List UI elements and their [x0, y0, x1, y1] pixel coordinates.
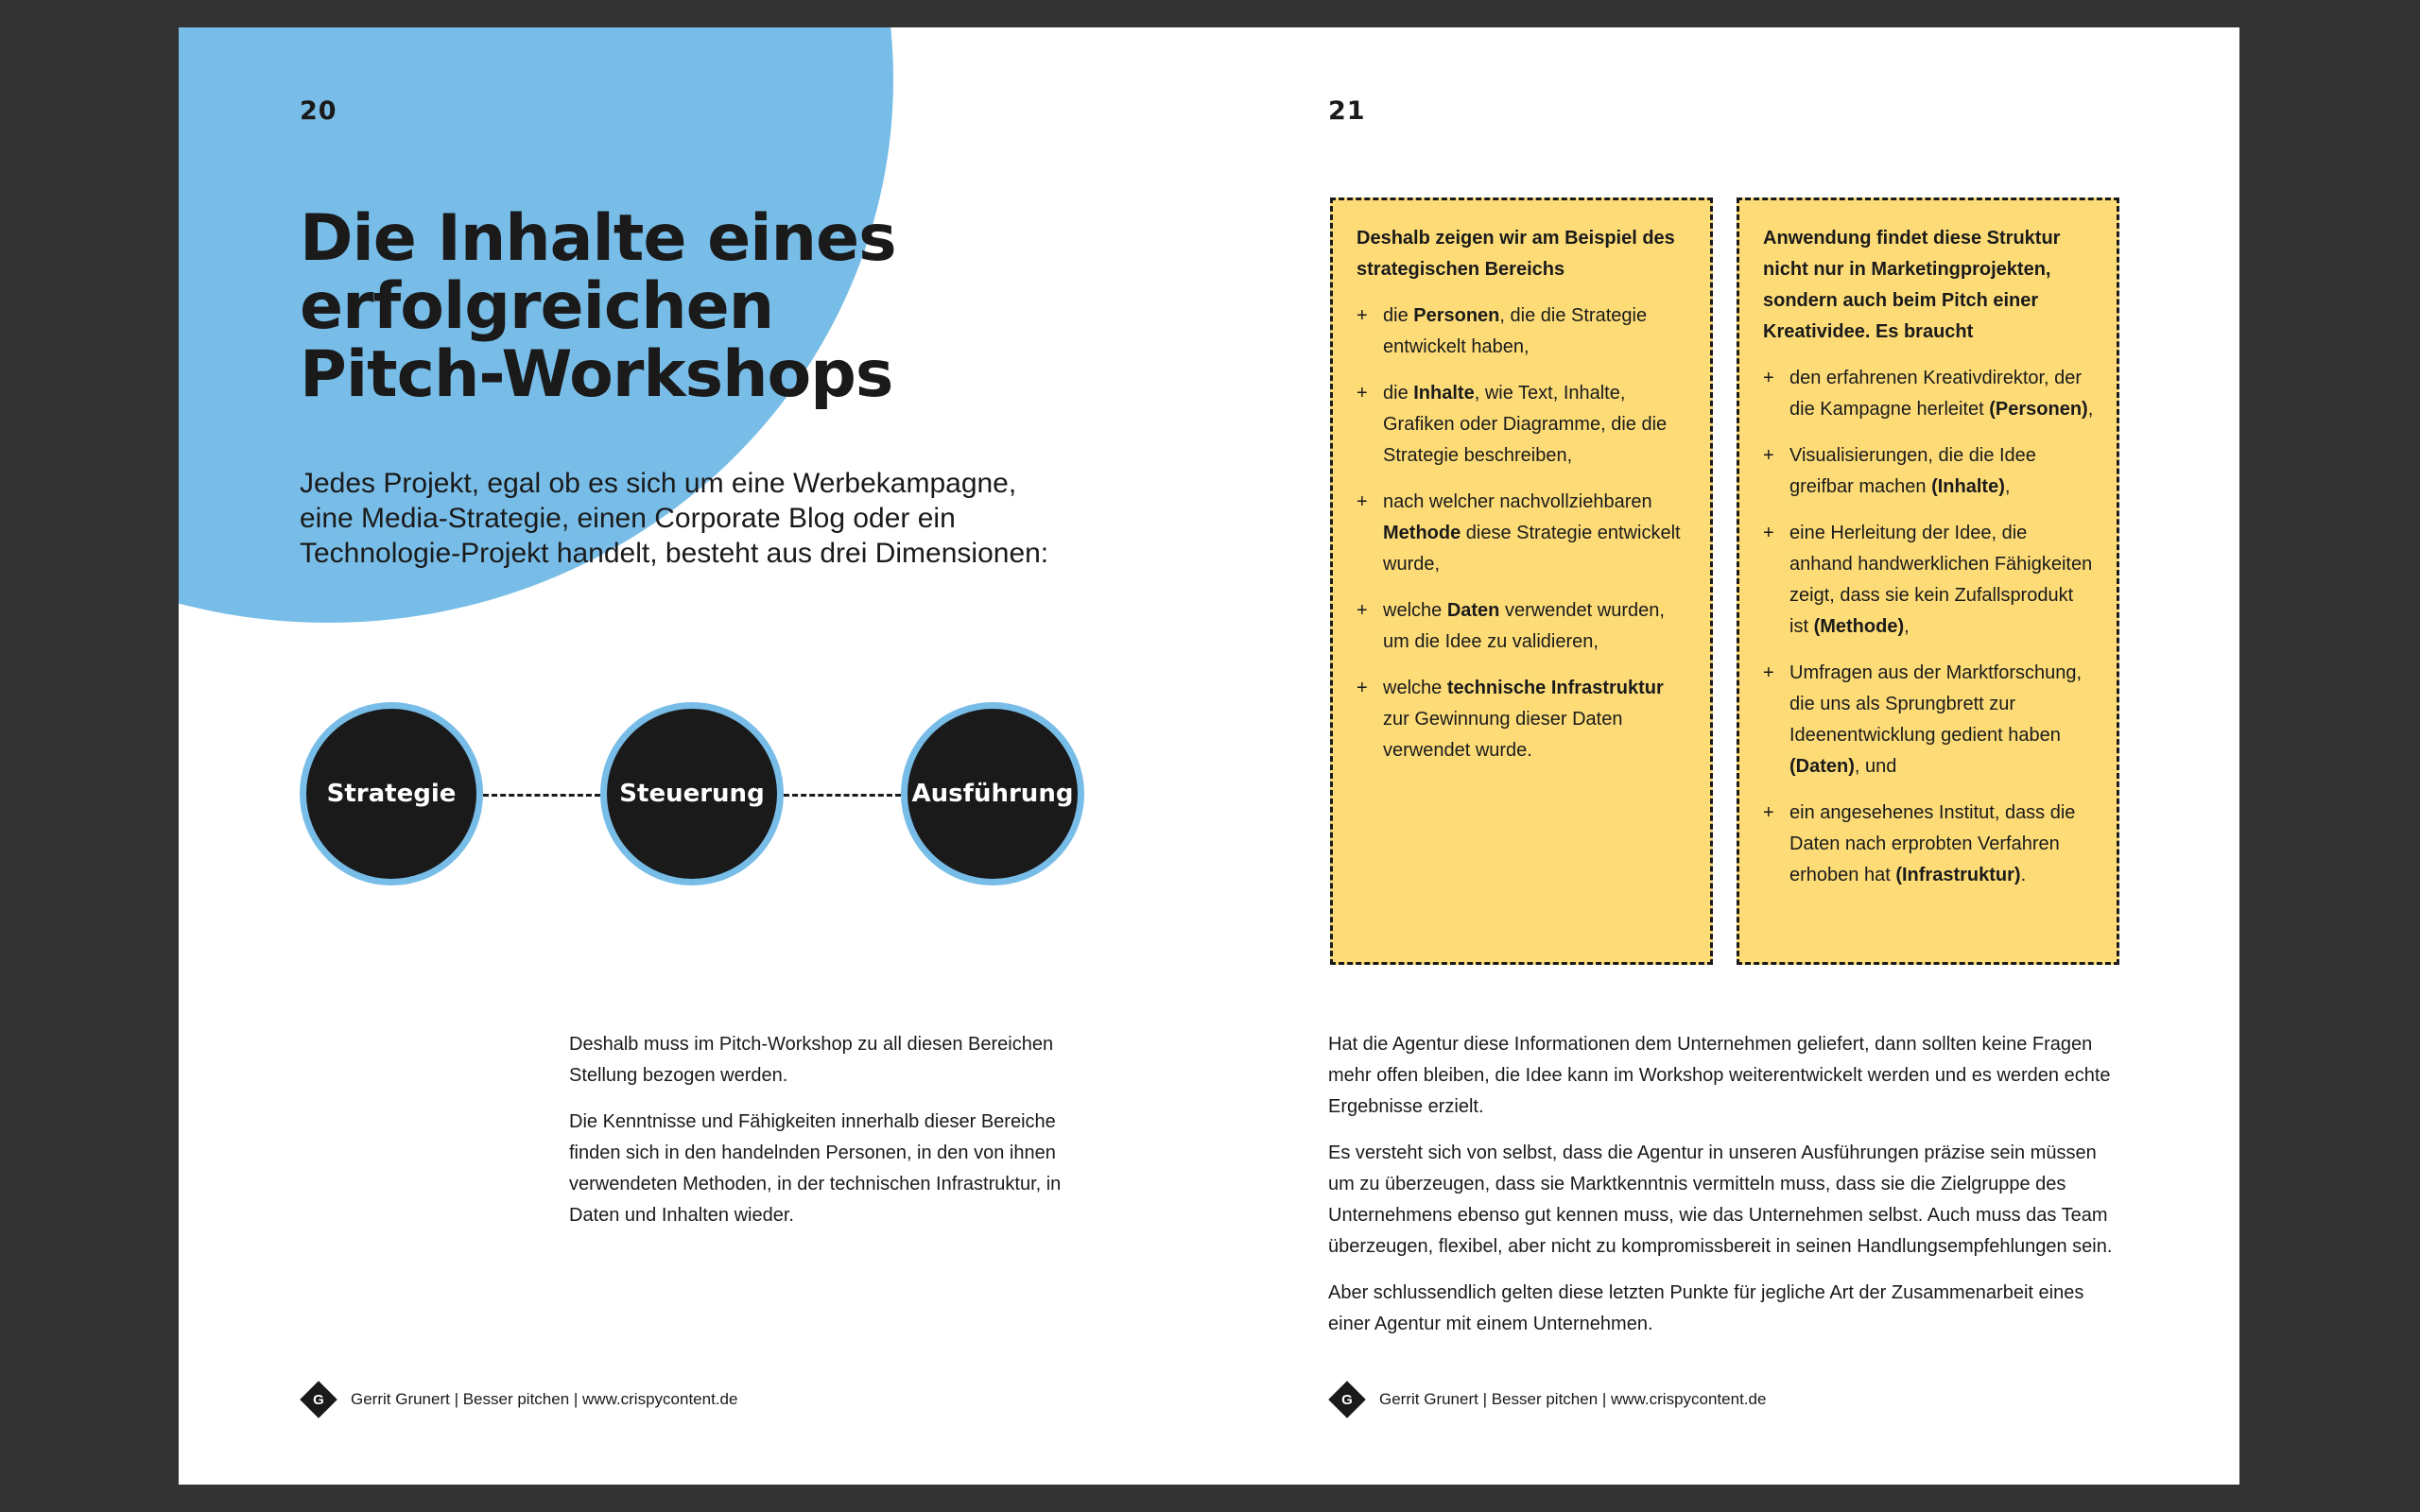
- paragraph: Hat die Agentur diese Informationen dem Unternehmen geliefert, dann sollten keine Fragen mehr offen bleiben, die Idee kann im Workshop weiterentwickelt werden und es werden echte Ergebnisse erzielt.: [1328, 1034, 2111, 1117]
- right-body-text: [1328, 1029, 2122, 1355]
- list-item: + welche Daten verwendet wurden, um die Idee zu validieren,: [1357, 600, 1665, 652]
- page-number-left: 20: [300, 96, 337, 126]
- paragraph: Die Kenntnisse und Fähigkeiten innerhalb dieser Bereiche finden sich in den handelnden Personen, in den von ihnen verwendeten Methoden, in der technischen Infrastruktur, in Daten und Inhalten wieder.: [569, 1111, 1062, 1226]
- box-intro: Deshalb zeigen wir am Beispiel des strategischen Bereichs: [1357, 228, 1675, 280]
- crispycontent-logo-icon: G: [300, 1381, 337, 1418]
- dimension-circle-ausfuehrung: Ausführung: [901, 702, 1084, 885]
- footer-right: [1334, 1386, 1766, 1413]
- footer-text: Gerrit Grunert | Besser pitchen | www.crispycontent.de: [1379, 1390, 1767, 1408]
- list-item: + Visualisierungen, die die Idee greifbar machen (Inhalte),: [1763, 445, 2036, 497]
- list-item: + nach welcher nachvollziehbaren Methode diese Strategie entwickelt wurde,: [1357, 491, 1681, 575]
- footer-left: [305, 1386, 737, 1413]
- connector-line: [483, 794, 600, 797]
- paragraph: Es versteht sich von selbst, dass die Agentur in unseren Ausführungen präzise sein müssen um zu überzeugen, dass sie Marktkenntnis vermitteln muss, dass sie die Zielgruppe des Unternehmens ebenso gut kennen muss, wie das Unternehmen selbst. Auch muss das Team überzeugen, flexibel, aber nicht zu kompromissbereit in seinen Handlungsempfehlungen sein.: [1328, 1143, 2113, 1257]
- paragraph: Deshalb muss im Pitch-Workshop zu all diesen Bereichen Stellung bezogen werden.: [569, 1034, 1054, 1086]
- info-box-strategy: [1330, 198, 1713, 965]
- box-intro: Anwendung findet diese Struktur nicht nur in Marketingprojekten, sondern auch beim Pitch einer Kreatividee. Es braucht: [1763, 228, 2061, 342]
- crispycontent-logo-icon: G: [1328, 1381, 1366, 1418]
- list-item: + den erfahrenen Kreativdirektor, der die Kampagne herleitet (Personen),: [1763, 368, 2094, 420]
- box-list: [1357, 301, 1687, 766]
- dimensions-diagram: [300, 702, 1084, 891]
- page-title: Die Inhalte eines erfolgreichen Pitch-Workshops: [300, 201, 896, 412]
- left-body-text: [569, 1029, 1089, 1246]
- dimension-circle-strategie: Strategie: [300, 702, 483, 885]
- book-spread: [179, 27, 2239, 1485]
- list-item: + die Personen, die die Strategie entwickelt haben,: [1357, 305, 1648, 357]
- list-item: + eine Herleitung der Idee, die anhand handwerklichen Fähigkeiten zeigt, dass sie kein Zufallsprodukt ist (Methode),: [1763, 523, 2093, 637]
- paragraph: Aber schlussendlich gelten diese letzten Punkte für jegliche Art der Zusammenarbeit eines einer Agentur mit einem Unternehmen.: [1328, 1282, 2084, 1334]
- footer-text: Gerrit Grunert | Besser pitchen | www.crispycontent.de: [351, 1390, 738, 1408]
- list-item: + die Inhalte, wie Text, Inhalte, Grafiken oder Diagramme, die die Strategie beschreiben,: [1357, 383, 1668, 466]
- dimension-circle-steuerung: Steuerung: [600, 702, 784, 885]
- list-item: + Umfragen aus der Marktforschung, die uns als Sprungbrett zur Ideenentwicklung gedient haben (Daten), und: [1763, 662, 2083, 777]
- info-box-creative: [1737, 198, 2119, 965]
- list-item: + ein angesehenes Institut, dass die Daten nach erprobten Verfahren erhoben hat (Infrastruktur).: [1763, 802, 2076, 885]
- page-number-right: 21: [1328, 96, 1366, 126]
- box-list: [1763, 363, 2094, 891]
- list-item: + welche technische Infrastruktur zur Gewinnung dieser Daten verwendet wurde.: [1357, 678, 1664, 761]
- lead-paragraph: Jedes Projekt, egal ob es sich um eine Werbekampagne, eine Media-Strategie, einen Corporate Blog oder ein Technologie-Projekt handelt, besteht aus drei Dimensionen:: [300, 468, 1049, 569]
- connector-line: [784, 794, 901, 797]
